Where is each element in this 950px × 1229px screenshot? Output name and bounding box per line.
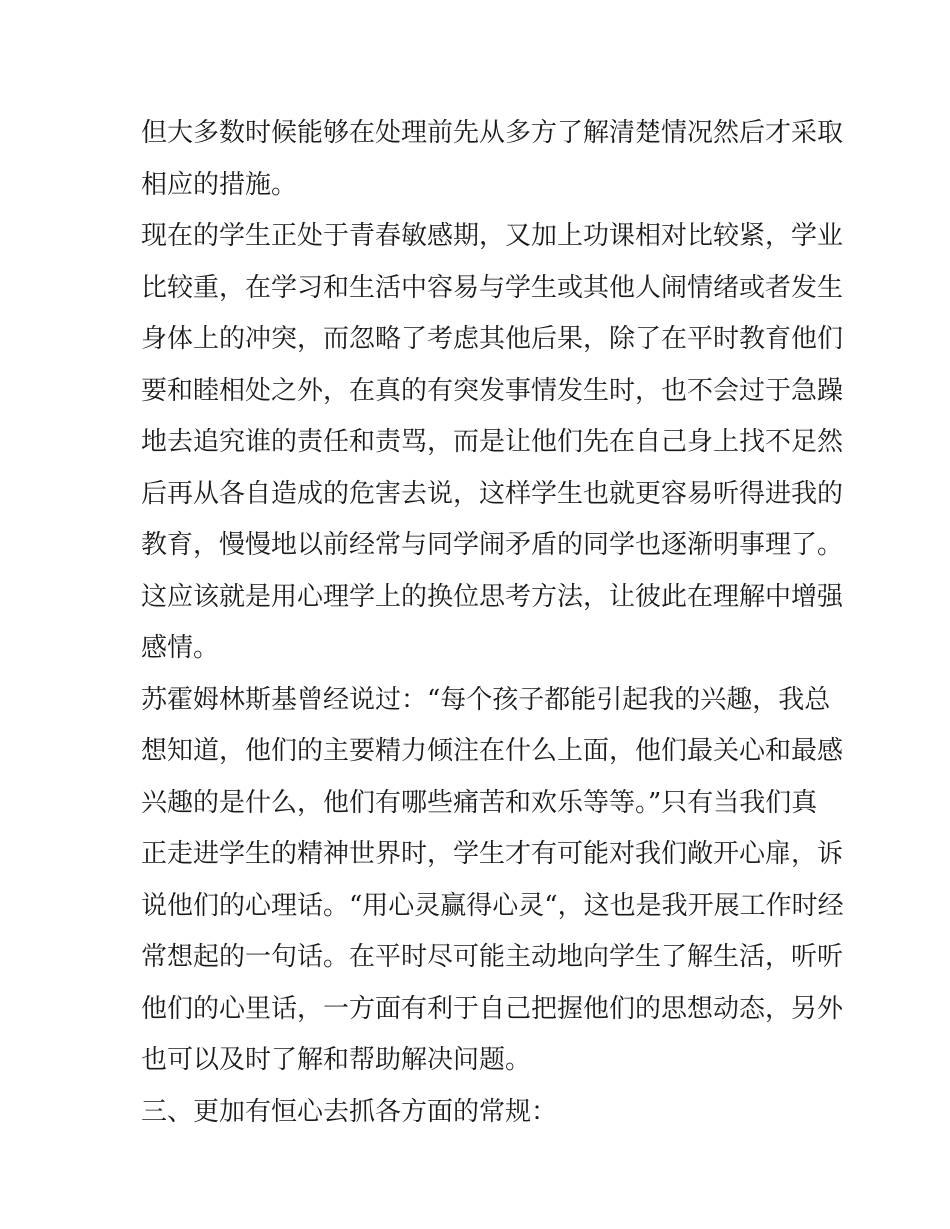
text-line: 也可以及时了解和帮助解决问题。 [141,1045,532,1075]
text-line: 他们的心里话，一方面有利于自己把握他们的思想动态，另外 [141,993,844,1024]
text-line: 但大多数时候能够在处理前先从多方了解清楚情况然后才采取 [141,118,844,148]
body-text [141,108,844,1138]
text-line: 要和睦相处之外，在真的有突发事情发生时，也不会过于急躁 [141,375,844,406]
text-line: 教育，慢慢地以前经常与同学闹矛盾的同学也逐渐明事理了。 [141,530,844,560]
text-line: 后再从各自造成的危害去说，这样学生也就更容易听得进我的 [141,478,844,509]
text-line: 苏霍姆林斯基曾经说过：“每个孩子都能引起我的兴趣，我总 [141,684,831,715]
text-line: 感情。 [141,633,220,663]
text-line: 兴趣的是什么，他们有哪些痛苦和欢乐等等。”只有当我们真 [141,787,818,818]
text-line: 这应该就是用心理学上的换位思考方法，让彼此在理解中增强 [141,581,844,612]
text-line: 身体上的冲突，而忽略了考虑其他后果，除了在平时教育他们 [141,324,844,354]
section-heading: 三、更加有恒心去抓各方面的常规： [141,1096,558,1127]
text-line: 相应的措施。 [141,169,298,200]
text-line: 常想起的一句话。在平时尽可能主动地向学生了解生活，听听 [141,942,844,972]
text-line: 比较重，在学习和生活中容易与学生或其他人闹情绪或者发生 [141,272,844,303]
text-line: 地去追究谁的责任和责骂，而是让他们先在自己身上找不足然 [141,427,844,457]
text-line: 想知道，他们的主要精力倾注在什么上面，他们最关心和最感 [141,736,844,766]
text-line: 正走进学生的精神世界时，学生才有可能对我们敞开心扉，诉 [141,839,844,869]
text-line: 现在的学生正处于青春敏感期，又加上功课相对比较紧，学业 [141,221,844,251]
text-line: 说他们的心理话。“用心灵赢得心灵“，这也是我开展工作时经 [141,890,844,921]
